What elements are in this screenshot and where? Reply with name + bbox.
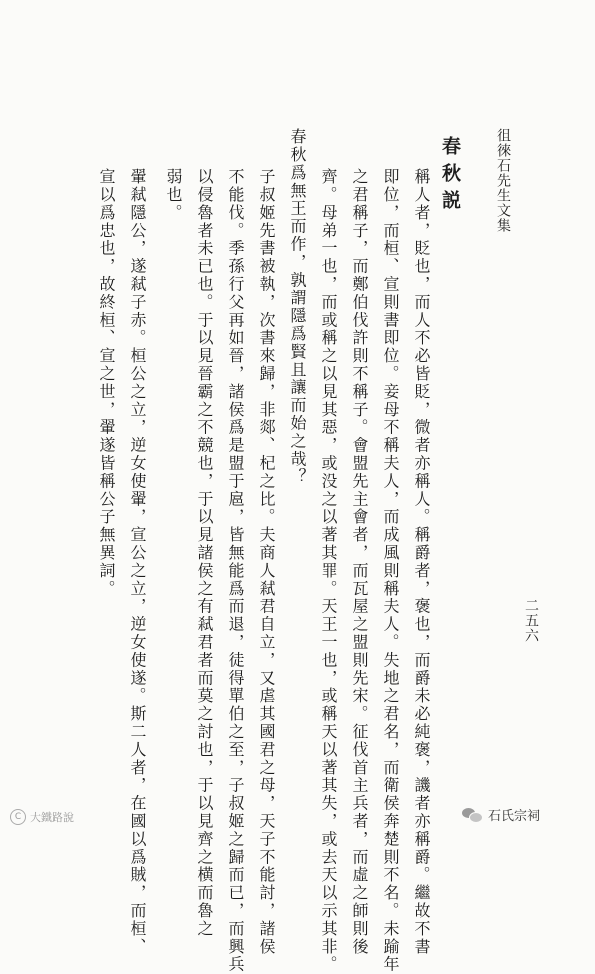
- section-heading: 春秋説: [439, 136, 461, 217]
- text-column-1: 稱人者，貶也，而人不必皆貶，微者亦稱人。稱爵者，褒也，而爵未必純褒，譏者亦稱爵。繼故不書: [412, 168, 431, 956]
- text-column-7: 不能伐。季孫行父再如晉，諸侯爲是盟于扈，皆無能爲而退，徒得單伯之至，子叔姬之歸而已，而興兵: [226, 168, 245, 974]
- watermark-text: 石氏宗祠: [488, 809, 541, 824]
- footer-source: [10, 809, 74, 825]
- text-column-11: 宣以爲忠也，故終桓、宣之世，翬遂皆稱公子無異詞。: [97, 168, 116, 598]
- text-column-10: 翬弒隱公，遂弒子赤。桓公之立，逆女使翬，宣公之立，逆女使遂。斯二人者，在國以爲賊，而桓、: [128, 168, 147, 956]
- text-column-5: 春秋爲無王而作，孰謂隱爲賢且讓而始之哉？: [288, 128, 307, 486]
- text-column-9: 弱也。: [164, 168, 183, 222]
- book-title: 徂徠石先生文集: [495, 128, 511, 233]
- copyright-mark: C: [10, 809, 26, 825]
- text-column-6: 子叔姬先書被執，次書來歸，非郯、杞之比。夫商人弒君自立，又虐其國君之母，天子不能討，諸侯: [257, 168, 276, 956]
- wechat-icon: [462, 807, 482, 823]
- footer-source-text: 大鐵路說: [30, 811, 74, 824]
- text-column-2: 即位，而桓、宣則書即位。妾母不稱夫人，而成風則稱夫人。失地之君名，而衛侯奔楚則不名。未踰年: [381, 168, 400, 974]
- watermark: [462, 805, 540, 824]
- text-column-3: 之君稱子，而鄭伯伐許則不稱子。會盟先主會者，而瓦屋之盟則先宋。征伐首主兵者，而虛之師則後: [350, 168, 369, 956]
- text-column-4: 齊。母弟一也，而或稱之以見其惡，或没之以著其罪。天王一也，或稱天以著其失，或去天以示其非。: [319, 168, 338, 974]
- text-column-8: 以侵魯者未已也。于以見晉霸之不競也，于以見諸侯之有弒君者而莫之討也，于以見齊之横而魯之: [195, 168, 214, 938]
- page-number: 二五六: [523, 598, 539, 643]
